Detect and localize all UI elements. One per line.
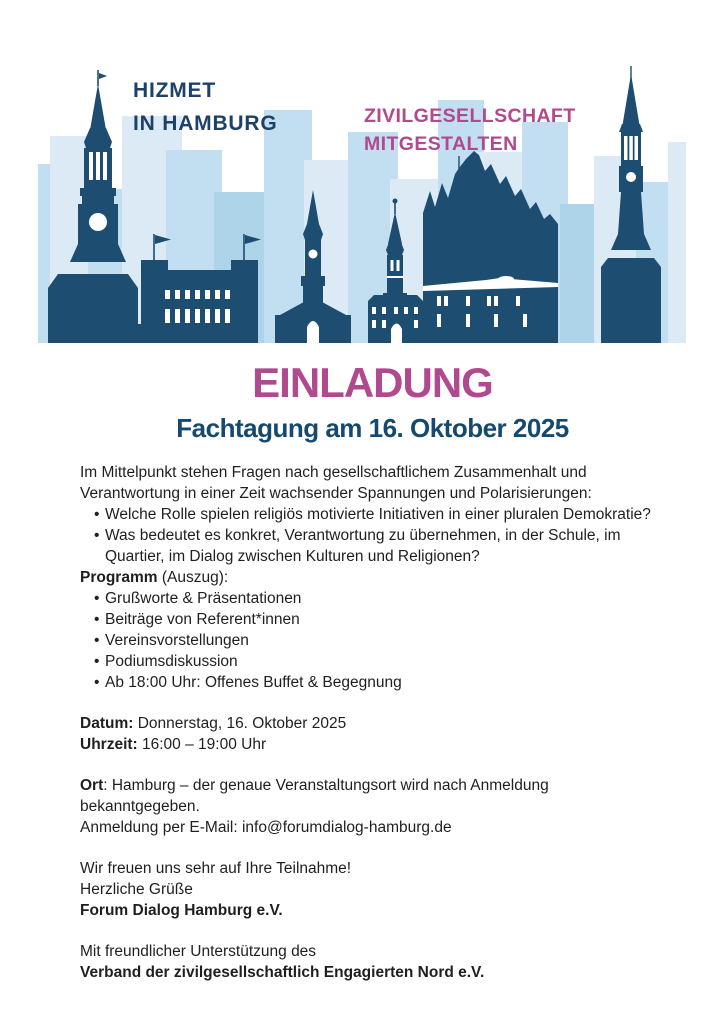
page-title: EINLADUNG: [252, 359, 493, 406]
brand-line2: IN HAMBURG: [133, 112, 278, 135]
location-line: [80, 775, 666, 817]
intro-bullet-2: • Was bedeutet es konkret, Verantwortung zu übernehmen, in der Schule, im Quartier, im Dialog zwischen Kulturen und Religionen?: [94, 527, 621, 565]
time-line: [80, 734, 666, 755]
registration-line: Anmeldung per E-Mail: info@forumdialog-hamburg.de: [80, 819, 452, 836]
spacer: [80, 693, 666, 713]
bullet-dot: •: [94, 506, 100, 523]
tagline-lockup: [364, 102, 576, 158]
program-item-2: • Beiträge von Referent*innen: [94, 611, 300, 628]
bullet-dot: •: [94, 590, 100, 607]
program-label-suffix: (Auszug):: [157, 569, 229, 586]
location-label: Ort: [80, 777, 104, 794]
body-text: [80, 462, 666, 983]
tagline-line2: MITGESTALTEN: [364, 133, 518, 155]
program-item-4: • Podiumsdiskussion: [94, 653, 238, 670]
program-heading: [80, 567, 666, 588]
time-value: 16:00 – 19:00 Uhr: [137, 736, 267, 753]
title-block: [80, 360, 665, 444]
intro-paragraph: Im Mittelpunkt stehen Fragen nach gesellschaftlichem Zusammenhalt und Verantwortung in einer Zeit wachsender Spannungen und Polarisierungen:: [80, 464, 592, 502]
date-label: Datum:: [80, 715, 134, 732]
support-line1: Mit freundlicher Unterstützung des: [80, 943, 317, 960]
brand-lockup: [133, 74, 278, 140]
program-item-5: • Ab 18:00 Uhr: Offenes Buffet & Begegnung: [94, 674, 402, 691]
bullet-dot: •: [94, 632, 100, 649]
spacer: [80, 921, 666, 941]
time-label: Uhrzeit:: [80, 736, 138, 753]
date-value: Donnerstag, 16. Oktober 2025: [133, 715, 347, 732]
spacer: [80, 755, 666, 775]
program-item-1: • Grußworte & Präsentationen: [94, 590, 302, 607]
bullet-dot: •: [94, 527, 100, 544]
program-item-3: • Vereinsvorstellungen: [94, 632, 249, 649]
closing-organization: Forum Dialog Hamburg e.V.: [80, 902, 283, 919]
closing-line1: Wir freuen uns sehr auf Ihre Teilnahme!: [80, 860, 352, 877]
bullet-dot: •: [94, 653, 100, 670]
location-value: : Hamburg – der genaue Veranstaltungsort wird nach Anmeldung bekanntgegeben.: [80, 777, 549, 815]
bullet-dot: •: [94, 674, 100, 691]
page-subtitle: Fachtagung am 16. Oktober 2025: [176, 413, 569, 443]
date-line: [80, 713, 666, 734]
closing-line2: Herzliche Grüße: [80, 881, 193, 898]
intro-bullet-1: • Welche Rolle spielen religiös motivierte Initiativen in einer pluralen Demokratie?: [94, 506, 651, 523]
tagline-line1: ZIVILGESELLSCHAFT: [364, 105, 576, 127]
spacer: [80, 838, 666, 858]
support-organization: Verband der zivilgesellschaftlich Engagierten Nord e.V.: [80, 964, 485, 981]
bullet-dot: •: [94, 611, 100, 628]
brand-line1: HIZMET: [133, 79, 216, 102]
program-label: Programm: [80, 569, 158, 586]
